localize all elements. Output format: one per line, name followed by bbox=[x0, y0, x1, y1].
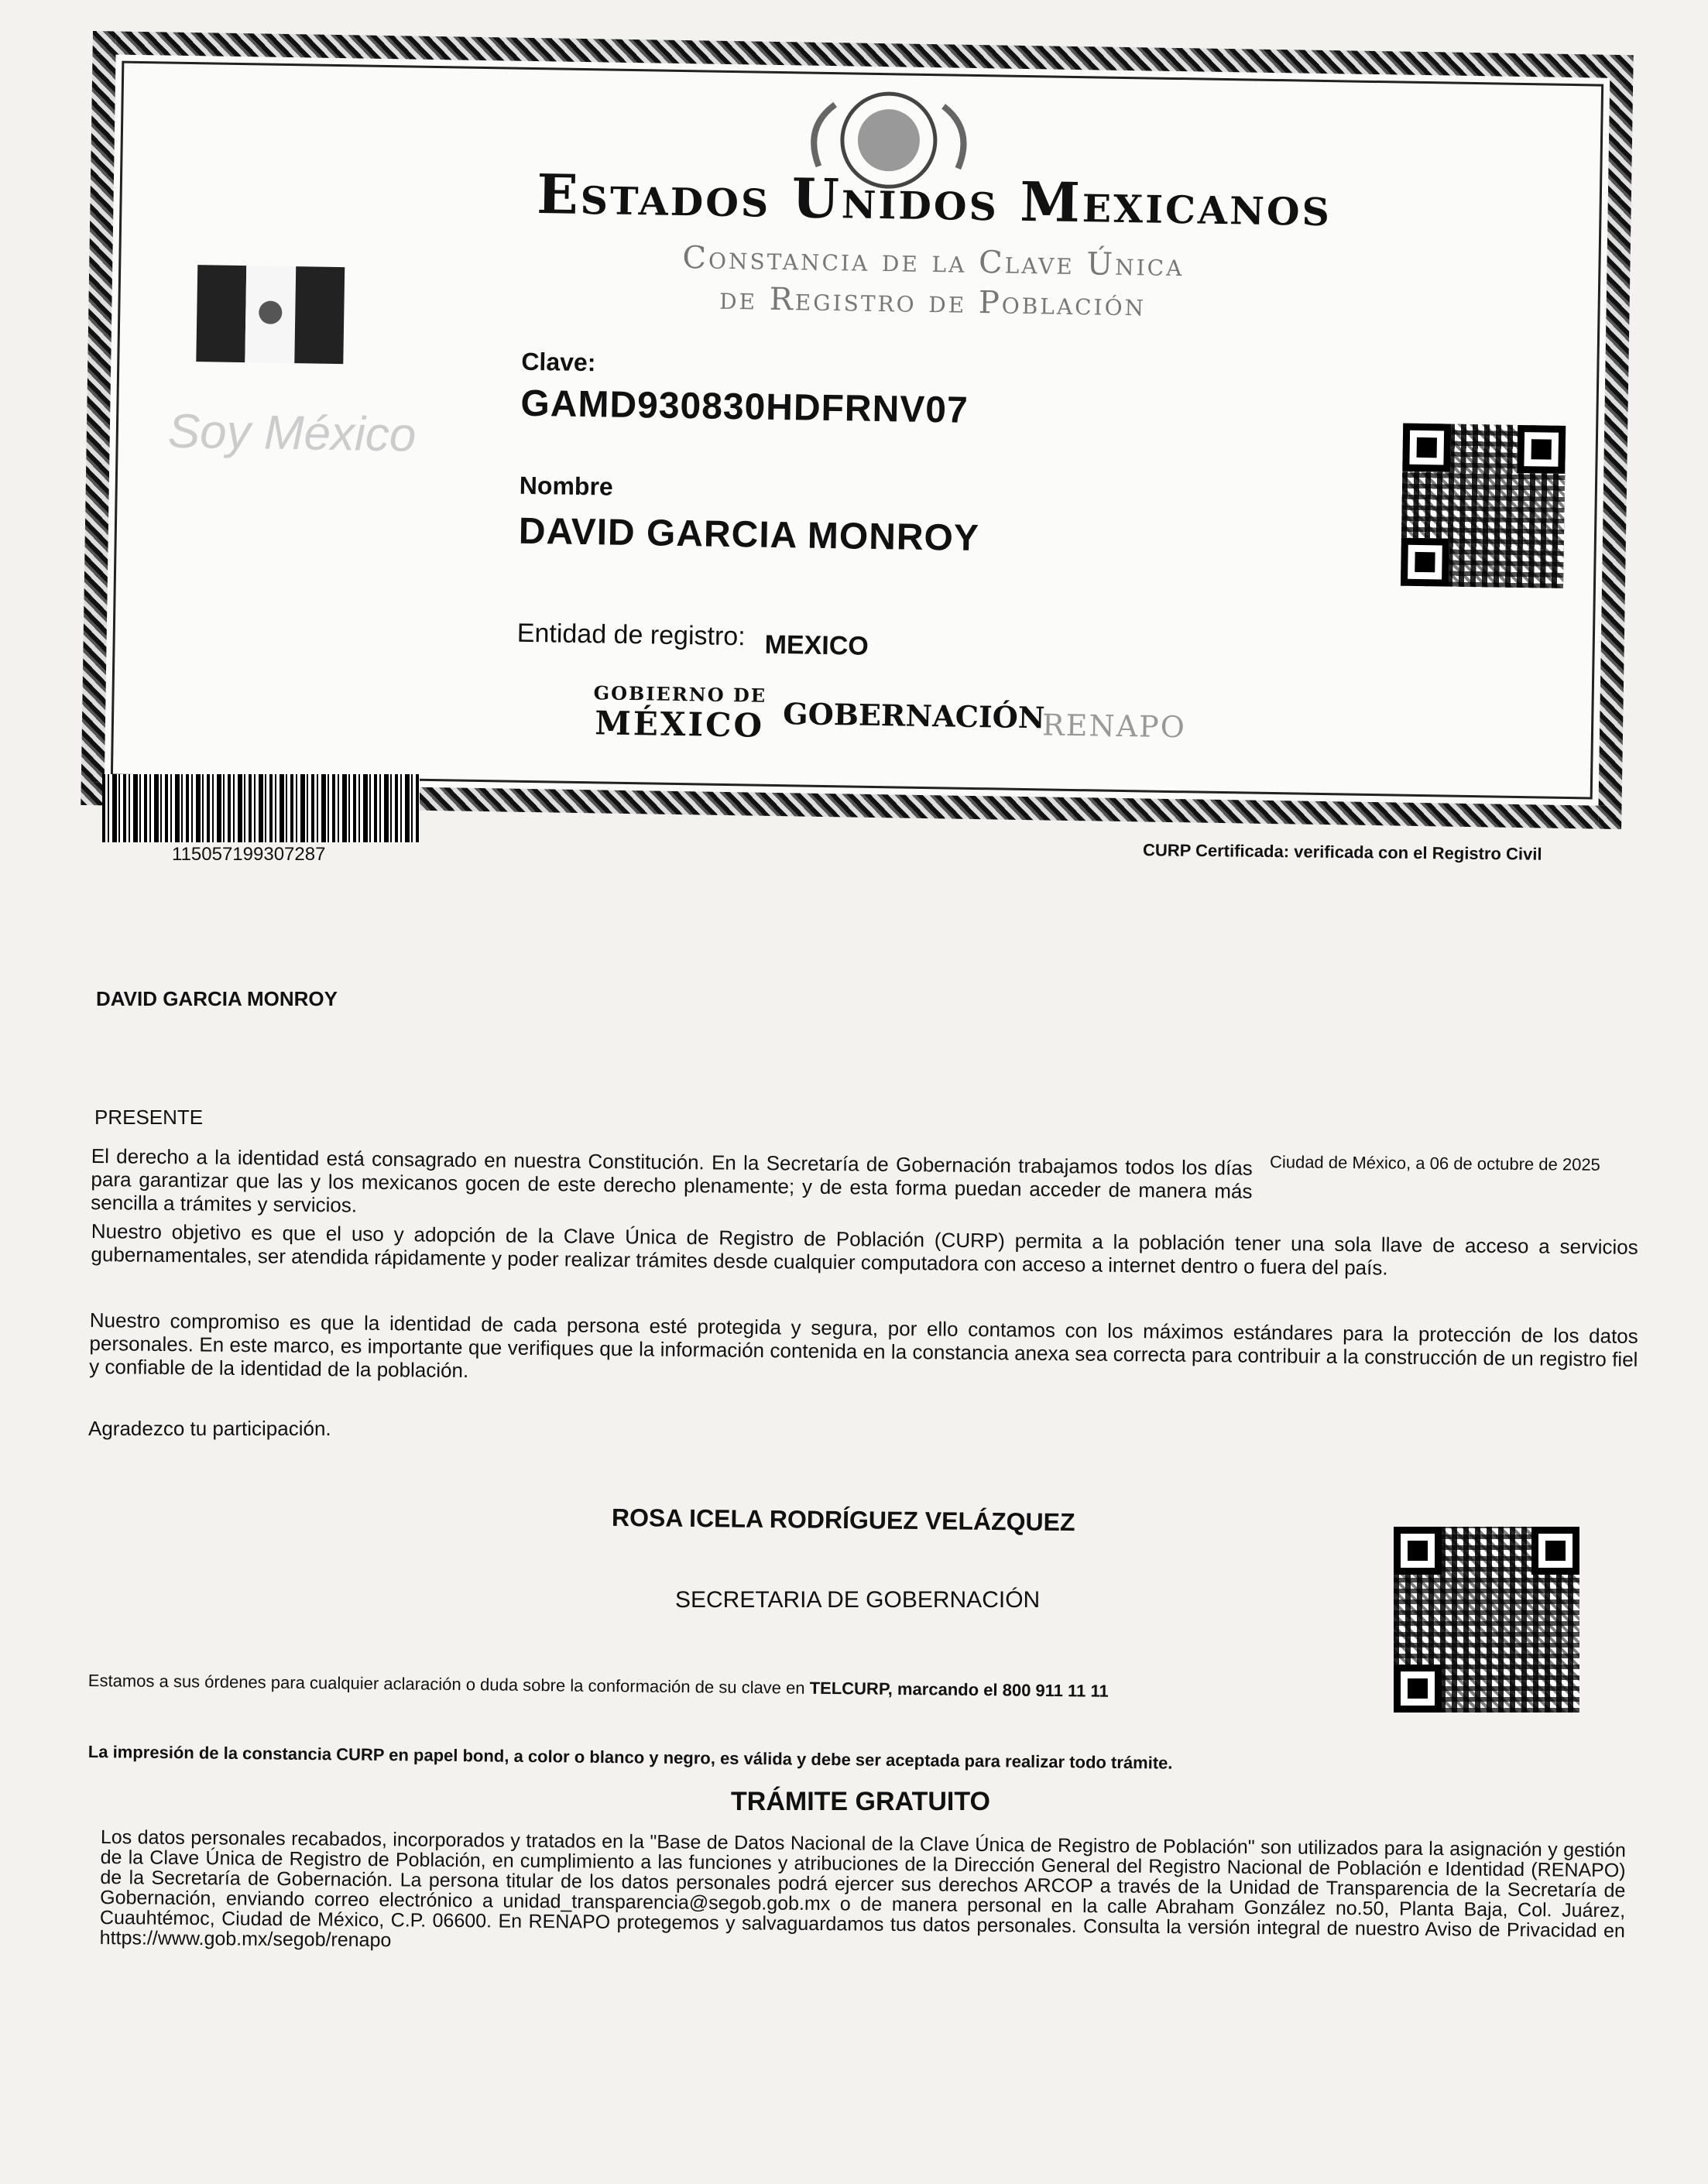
paragraph-3: Nuestro compromiso es que la identidad de cada persona esté protegida y segura, por ello contamos con los máximos estándares para la protección de los datos personales. En este marco, es importante que verifiques que la información contenida en la constancia anexa sea correcta para contribuir a la construcción de un registro fiel y confiable de la identidad de la población. bbox=[89, 1308, 1638, 1383]
presente-label: PRESENTE bbox=[94, 1106, 204, 1129]
paragraph-1: El derecho a la identidad está consagrado en nuestra Constitución. En la Secretaría de Gobernación trabajamos todos los días para garantizar que las y los mexicanos gocen de este derecho plenamente; y de esta forma puedan acceder de manera más sencilla a trámites y servicios. bbox=[91, 1144, 1253, 1217]
certificate-subtitle-1: Constancia de la Clave Única bbox=[682, 239, 1185, 284]
recipient-name: DAVID GARCIA MONROY bbox=[96, 987, 338, 1010]
certificate-qr-code bbox=[1401, 423, 1566, 588]
page-title: Estados Unidos Mexicanos bbox=[536, 162, 1332, 239]
barcode bbox=[102, 774, 420, 842]
signer-title: SECRETARIA DE GOBERNACIÓN bbox=[675, 1587, 1041, 1613]
entidad-label: Entidad de registro: bbox=[516, 618, 746, 652]
privacy-notice: Los datos personales recabados, incorporados y tratados en la "Base de Datos Nacional de la Clave Única de Registro de Población" son utilizados para la asignación y gestión de la Clave Única de Registro de Población, en cumplimiento a las funciones y atribuciones de la Dirección General del Registro Nacional de Población e Identidad (RENAPO) de la Secretaría de Gobernación. La persona titular de los datos personales podrá ejercer sus derechos ARCOP a través de la Unidad de Transparencia de la Secretaría de Gobernación, enviando correo electrónico a unidad_transparencia@segob.gob.mx o de manera personal en la calle Abraham González no.50, Planta Baja, Col. Juárez, Cuauhtémoc, Ciudad de México, C.P. 06600. En RENAPO protegemos y salvaguardamos tus datos personales. Consulta la versión integral de nuestro Aviso de Privacidad en https://www.gob.mx/segob/renapo bbox=[99, 1826, 1626, 1952]
curp-certificada-note: CURP Certificada: verificada con el Registro Civil bbox=[1142, 840, 1542, 864]
signature-qr-code bbox=[1394, 1527, 1579, 1713]
soy-mexico-logo: Soy México bbox=[167, 404, 417, 462]
signer-name: ROSA ICELA RODRÍGUEZ VELÁZQUEZ bbox=[611, 1503, 1075, 1537]
entidad-value: MEXICO bbox=[764, 629, 869, 661]
letter-date: Ciudad de México, a 06 de octubre de 2025 bbox=[1269, 1152, 1600, 1174]
telcurp-note: Estamos a sus órdenes para cualquier aclaración o duda sobre la conformación de su clave en TELCURP, marcando el 800 911 11 11 bbox=[87, 1671, 1109, 1701]
paragraph-2: Nuestro objetivo es que el uso y adopción de la Clave Única de Registro de Población (CURP) permita a la población tener una sola llave de acceso a servicios gubernamentales, ser atendida rápidamente y poder realizar trámites desde cualquier computadora con acceso a internet dentro o fuera del país. bbox=[91, 1219, 1638, 1280]
tramite-gratuito: TRÁMITE GRATUITO bbox=[731, 1787, 990, 1816]
gobernacion-logo: GOBERNACIÓN bbox=[782, 696, 1045, 735]
barcode-number: 115057199307287 bbox=[172, 844, 326, 865]
renapo-logo: RENAPO bbox=[1041, 708, 1187, 745]
thanks-line: Agradezco tu participación. bbox=[88, 1417, 331, 1440]
nombre-value: DAVID GARCIA MONROY bbox=[518, 510, 980, 560]
clave-label: Clave: bbox=[521, 347, 596, 377]
mexico-flag-icon bbox=[196, 265, 345, 364]
curp-certificate bbox=[81, 31, 1633, 829]
gobierno-de-mexico-logo: GOBIERNO DE MÉXICO bbox=[593, 681, 767, 745]
certificate-subtitle-2: de Registro de Población bbox=[719, 280, 1147, 324]
clave-value: GAMD930830HDFRNV07 bbox=[520, 382, 969, 431]
nombre-label: Nombre bbox=[519, 471, 614, 501]
print-validity-note: La impresión de la constancia CURP en papel bond, a color o blanco y negro, es válida y debe ser aceptada para realizar todo trámite. bbox=[87, 1742, 1173, 1773]
